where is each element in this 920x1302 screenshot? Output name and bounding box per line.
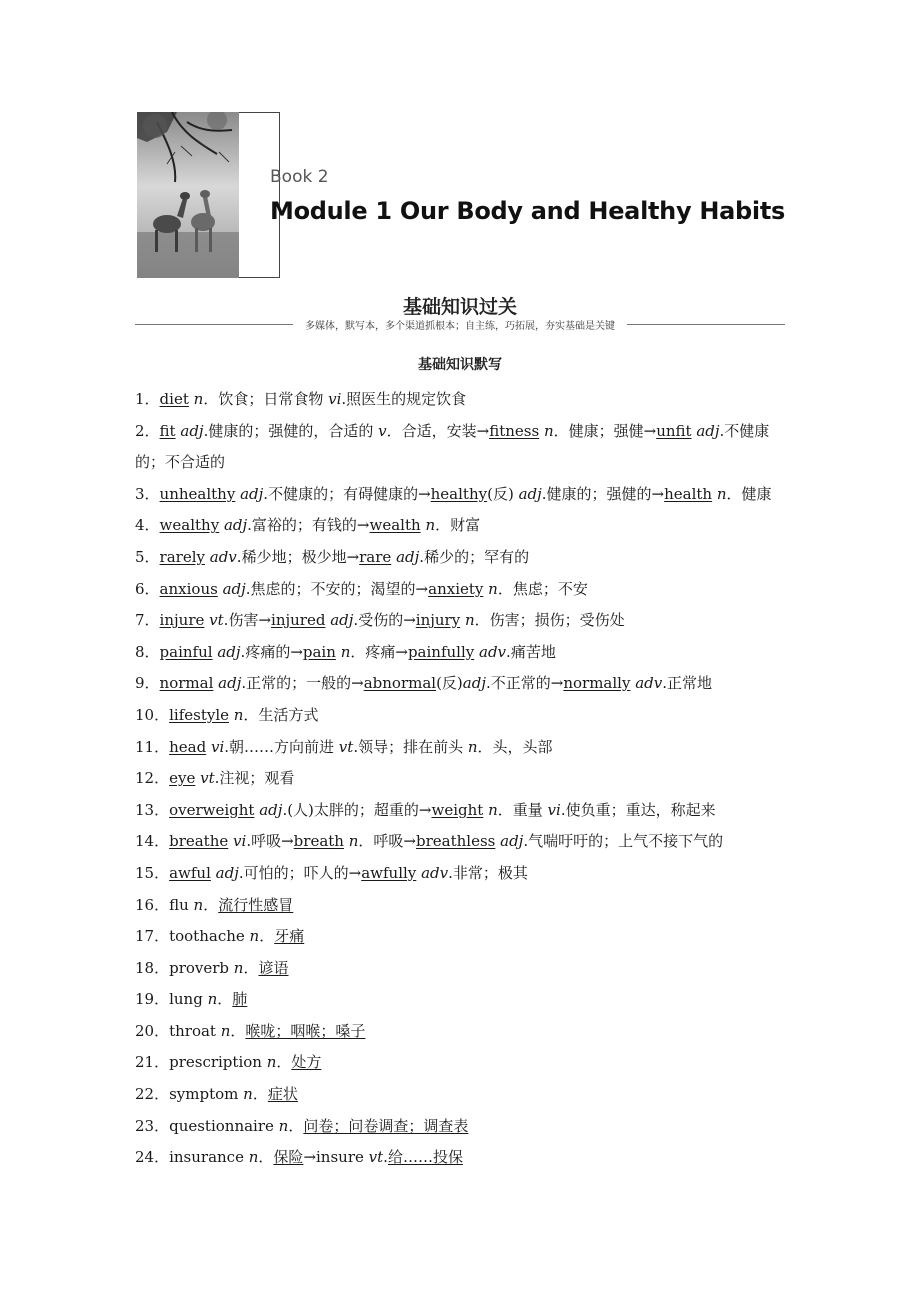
answer-word: fitness (489, 421, 540, 440)
entry-number: 24． (135, 1148, 170, 1167)
part-of-speech: adj (215, 863, 239, 882)
answer-word: 喉咙；咽喉；嗓子 (245, 1021, 366, 1040)
entry-number: 2． (135, 421, 160, 440)
part-of-speech: adj (222, 579, 246, 598)
entry-text: ． (217, 990, 233, 1009)
book-label: Book 2 (270, 167, 329, 187)
answer-word: injury (415, 611, 461, 630)
part-of-speech: n (716, 484, 727, 503)
part-of-speech: n (348, 832, 359, 851)
answer-word: healthy (430, 484, 488, 503)
entry-text: ．疼痛→ (350, 642, 408, 661)
entry-text: (反) (487, 484, 519, 503)
deer-photo (137, 112, 239, 278)
entry-text: lung (169, 990, 208, 1009)
entry-text: ．伤害；损伤；受伤处 (474, 611, 625, 630)
entry-text: .注视；观看 (214, 769, 295, 788)
part-of-speech: n (278, 1116, 289, 1135)
answer-word: 症状 (267, 1085, 298, 1104)
vocabulary-entry (135, 763, 790, 795)
part-of-speech: n (266, 1053, 277, 1072)
rule-left (135, 324, 293, 325)
answer-word: anxious (159, 579, 218, 598)
vocabulary-entry (135, 542, 790, 574)
part-of-speech: adj (696, 421, 720, 440)
section-subtitle: 多媒体，默写本，多个渠道抓根本；自主练，巧拓展，夯实基础是关键 (305, 321, 615, 332)
entry-text: ．头，头部 (477, 737, 553, 756)
answer-word: rarely (159, 547, 205, 566)
answer-word: injured (271, 611, 326, 630)
entry-text: throat (169, 1021, 221, 1040)
vocabulary-entry (135, 384, 790, 416)
part-of-speech: adj (218, 674, 242, 693)
part-of-speech: adj (396, 547, 420, 566)
entry-text: ．焦虑；不安 (497, 579, 588, 598)
entry-text: .气喘吁吁的；上气不接下气的 (523, 832, 724, 851)
vocabulary-entry (135, 953, 790, 985)
answer-word: painful (159, 642, 213, 661)
entry-text: .疼痛的→ (240, 642, 303, 661)
entry-text: ． (230, 1021, 246, 1040)
frame-bottom-line (239, 277, 280, 278)
answer-word: breathless (415, 832, 496, 851)
entry-text: ．饮食；日常食物 (203, 390, 329, 408)
part-of-speech: vi (328, 390, 342, 408)
vocabulary-entry (135, 1111, 790, 1143)
vocabulary-entry (135, 1079, 790, 1111)
entry-number: 9． (135, 674, 160, 693)
entry-text: →insure (303, 1148, 369, 1167)
answer-word: 流行性感冒 (218, 895, 294, 914)
entry-number: 5． (135, 547, 160, 566)
vocabulary-entry (135, 637, 790, 669)
part-of-speech: n (243, 1085, 253, 1104)
entry-text: symptom (169, 1085, 244, 1104)
answer-word: normally (563, 674, 631, 693)
entry-text: .使负重；重达，称起来 (560, 800, 716, 819)
answer-word: unfit (656, 421, 692, 440)
entry-text: .领导；排在前头 (353, 737, 468, 756)
part-of-speech: adj (500, 832, 524, 851)
entry-text: .可怕的；吓人的→ (238, 863, 362, 882)
vocabulary-entry (135, 668, 790, 700)
part-of-speech: vi (233, 832, 247, 851)
entry-text: .不健康的；有碍健康的→ (263, 484, 431, 503)
vocabulary-entry (135, 795, 790, 827)
part-of-speech: n (233, 705, 244, 724)
entry-text: .(人)太胖的；超重的→ (282, 800, 432, 819)
part-of-speech: adj (180, 421, 204, 440)
entry-text: flu (169, 895, 194, 914)
part-of-speech: n (464, 611, 475, 630)
part-of-speech: vt (200, 769, 215, 788)
part-of-speech: adj (223, 516, 248, 535)
vocabulary-entry (135, 1016, 790, 1048)
part-of-speech: n (488, 579, 498, 598)
part-of-speech: vi (210, 737, 225, 756)
entry-text: ．健康 (726, 484, 772, 503)
entry-number: 14． (135, 832, 170, 851)
entry-text: ．财富 (435, 516, 481, 535)
entry-number: 7． (135, 611, 160, 630)
entry-text: ．合适，安装→ (386, 421, 490, 440)
entry-number: 17． (135, 927, 170, 946)
answer-word: abnormal (363, 674, 437, 693)
entry-number: 23． (135, 1116, 170, 1135)
answer-word: weight (431, 800, 484, 819)
entry-number: 22． (135, 1085, 170, 1104)
entry-number: 11． (135, 737, 170, 756)
answer-word: 保险 (273, 1148, 304, 1167)
entry-number: 1． (135, 390, 160, 408)
entry-text: .受伤的→ (353, 611, 416, 630)
answer-word: lifestyle (169, 705, 229, 724)
answer-word: breath (293, 832, 344, 851)
entry-text: .稀少的；罕有的 (419, 547, 530, 566)
answer-word: overweight (169, 800, 255, 819)
vocabulary-list (135, 384, 790, 1174)
entry-number: 3． (135, 484, 160, 503)
entry-text: prescription (169, 1053, 267, 1072)
entry-text: .伤害→ (223, 611, 272, 630)
part-of-speech: vt (209, 611, 224, 630)
answer-word: 谚语 (258, 958, 289, 977)
part-of-speech: n (193, 390, 204, 408)
entry-number: 20． (135, 1021, 170, 1040)
part-of-speech: n (220, 1021, 231, 1040)
answer-word: pain (302, 642, 336, 661)
answer-word: awfully (361, 863, 417, 882)
part-of-speech: vi (547, 800, 561, 819)
vocabulary-entry (135, 984, 790, 1016)
part-of-speech: adj (259, 800, 283, 819)
answer-word: 牙痛 (274, 927, 305, 946)
entry-text: .照医生的规定饮食 (341, 390, 467, 408)
entry-text: .呼吸→ (246, 832, 294, 851)
entry-text: .不健康的；不合适的 (135, 421, 770, 472)
entry-text: .朝……方向前进 (224, 737, 339, 756)
answer-word: breathe (169, 832, 229, 851)
entry-text: (反) (436, 674, 463, 693)
answer-word: health (664, 484, 713, 503)
answer-word: head (169, 737, 207, 756)
vocabulary-entry (135, 826, 790, 858)
vocabulary-entry (135, 479, 790, 511)
answer-word: unhealthy (159, 484, 236, 503)
entry-text: .富裕的；有钱的→ (247, 516, 370, 535)
entry-text: .健康的；强健的，合适的 (203, 421, 379, 440)
part-of-speech: n (249, 927, 260, 946)
vocabulary-entry (135, 574, 790, 606)
entry-text: .焦虑的；不安的；渴望的→ (245, 579, 429, 598)
vocabulary-entry (135, 732, 790, 764)
answer-word: normal (159, 674, 214, 693)
vocabulary-entry (135, 605, 790, 637)
answer-word: eye (169, 769, 196, 788)
part-of-speech: adj (518, 484, 542, 503)
part-of-speech: vt (368, 1148, 384, 1167)
vocabulary-subheading: 基础知识默写 (418, 357, 502, 373)
answer-word: awful (169, 863, 211, 882)
entry-text: ． (288, 1116, 304, 1135)
vocabulary-entry (135, 700, 790, 732)
entry-text: ． (258, 1148, 274, 1167)
part-of-speech: adv (421, 863, 449, 882)
entry-text: ． (243, 958, 259, 977)
answer-word: 给……投保 (387, 1148, 463, 1167)
answer-word: wealthy (159, 516, 220, 535)
answer-word: rare (359, 547, 392, 566)
entry-text: . (383, 1148, 388, 1167)
part-of-speech: n (193, 895, 204, 914)
part-of-speech: vt (338, 737, 354, 756)
entry-number: 4． (135, 516, 160, 535)
answer-word: 处方 (291, 1053, 322, 1072)
part-of-speech: n (207, 990, 218, 1009)
entry-number: 6． (135, 579, 160, 598)
entry-number: 8． (135, 642, 160, 661)
vocabulary-entry (135, 890, 790, 922)
entry-number: 10． (135, 705, 170, 724)
part-of-speech: n (425, 516, 436, 535)
entry-number: 18． (135, 958, 170, 977)
part-of-speech: n (340, 642, 351, 661)
frame-top-line (239, 112, 280, 113)
entry-number: 19． (135, 990, 170, 1009)
entry-text: ．健康；强健→ (553, 421, 657, 440)
part-of-speech: adj (240, 484, 264, 503)
vocabulary-entry (135, 921, 790, 953)
entry-text: .稀少地；极少地→ (236, 547, 360, 566)
part-of-speech: n (233, 958, 244, 977)
answer-word: injure (159, 611, 205, 630)
entry-number: 12． (135, 769, 170, 788)
module-title: Module 1 Our Body and Healthy Habits (270, 197, 785, 225)
answer-word: fit (159, 421, 176, 440)
entry-text: ． (203, 895, 219, 914)
entry-text: proverb (169, 958, 234, 977)
part-of-speech: adv (479, 642, 507, 661)
section-title: 基础知识过关 (402, 296, 517, 318)
part-of-speech: n (467, 737, 478, 756)
entry-text: ． (252, 1085, 268, 1104)
entry-text: ．呼吸→ (358, 832, 416, 851)
answer-word: 肺 (232, 990, 248, 1009)
answer-word: anxiety (428, 579, 484, 598)
entry-text: toothache (169, 927, 250, 946)
entry-text: .非常；极其 (448, 863, 528, 882)
vocabulary-entry (135, 1142, 790, 1174)
part-of-speech: adv (209, 547, 237, 566)
vocabulary-entry (135, 510, 790, 542)
answer-word: painfully (407, 642, 475, 661)
entry-text: ．生活方式 (243, 705, 319, 724)
frame-right-line (279, 112, 280, 278)
entry-number: 16． (135, 895, 170, 914)
part-of-speech: n (543, 421, 554, 440)
part-of-speech: v (378, 421, 387, 440)
module-header-graphic (137, 112, 281, 278)
vocabulary-entry (135, 858, 790, 890)
part-of-speech: adj (217, 642, 241, 661)
entry-text: .健康的；强健的→ (541, 484, 665, 503)
entry-text: .不正常的→ (486, 674, 564, 693)
entry-text: insurance (169, 1148, 249, 1167)
entry-text: ． (259, 927, 275, 946)
entry-text: ．重量 (497, 800, 548, 819)
rule-right (627, 324, 785, 325)
answer-word: diet (159, 390, 189, 408)
section-subtitle-rule (135, 316, 785, 332)
answer-word: 问卷；问卷调查；调查表 (303, 1116, 469, 1135)
entry-text: .正常的；一般的→ (241, 674, 364, 693)
entry-number: 13． (135, 800, 170, 819)
part-of-speech: n (488, 800, 498, 819)
vocabulary-entry (135, 416, 790, 479)
entry-text: questionnaire (169, 1116, 279, 1135)
part-of-speech: adj (330, 611, 354, 630)
entry-number: 15． (135, 863, 170, 882)
part-of-speech: n (248, 1148, 259, 1167)
entry-text: .痛苦地 (506, 642, 556, 661)
vocabulary-entry (135, 1047, 790, 1079)
entry-text: ． (276, 1053, 292, 1072)
entry-text: .正常地 (662, 674, 713, 693)
part-of-speech: adj (462, 674, 486, 693)
part-of-speech: adv (635, 674, 663, 693)
answer-word: wealth (369, 516, 421, 535)
entry-number: 21． (135, 1053, 170, 1072)
